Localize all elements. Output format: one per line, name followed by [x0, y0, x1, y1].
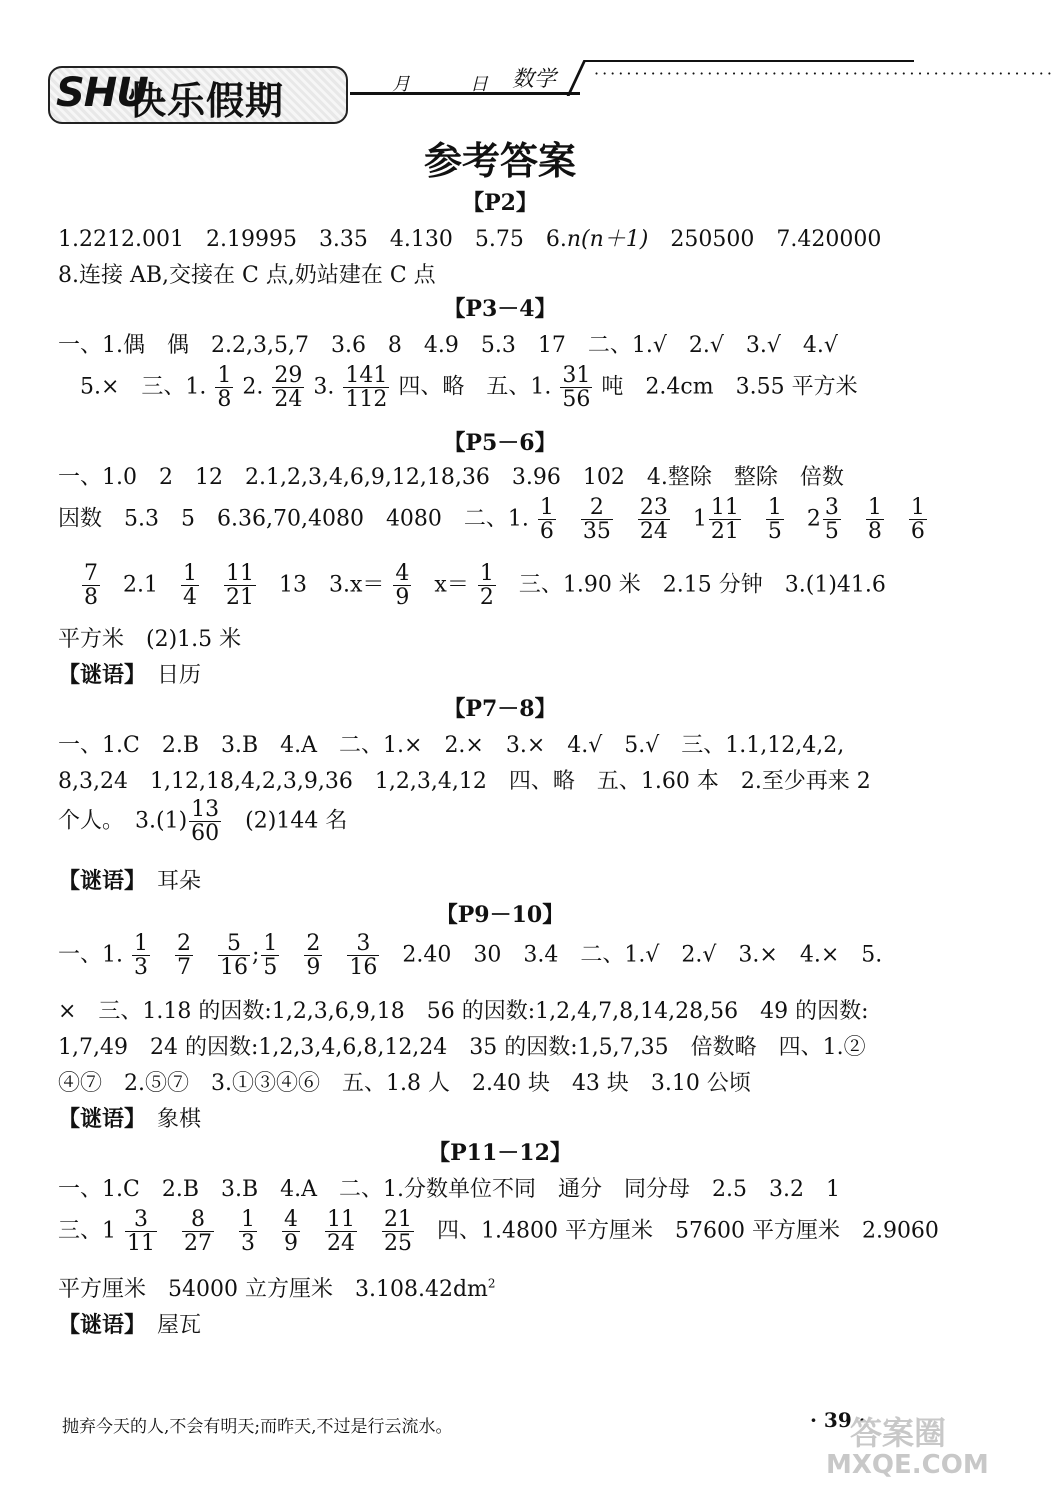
p910-line-4: ④⑦ 2.⑤⑦ 3.①③④⑥ 五、1.8 人 2.40 块 43 块 3.10 公顷	[58, 1071, 751, 1096]
fraction: $\frac{4}{9}$	[395, 561, 410, 611]
header-month: 月	[392, 74, 410, 95]
p34-line-1: 一、1.偶 偶 2.2,3,5,7 3.6 8 4.9 5.3 17 二、1.√ 2.√ 3.√ 4.√	[58, 333, 838, 358]
fraction: $\frac{7}{8}$	[84, 561, 98, 611]
fraction: $\frac{1}{3}$	[241, 1207, 255, 1257]
fraction: $\frac{1}{5}$	[767, 495, 782, 545]
fraction: $\frac{31}{56}$	[562, 363, 591, 413]
section-heading-p11-12: 【P11－12】	[428, 1140, 572, 1166]
section-heading-p7-8: 【P7－8】	[443, 696, 557, 722]
fraction: $\frac{2}{7}$	[177, 931, 191, 981]
fraction: $\frac{4}{9}$	[284, 1207, 298, 1257]
p1112-line-1: 一、1.C 2.B 3.B 4.A 二、1.分数单位不同 通分 同分母 2.5 3.2 1	[58, 1177, 840, 1202]
fraction: $\frac{11}{24}$	[327, 1207, 355, 1257]
page-number: · 39 ·	[810, 1408, 866, 1432]
fraction: $\frac{3}{5}$	[824, 495, 839, 545]
section-heading-p2: 【P2】	[462, 190, 538, 216]
fraction: $\frac{29}{24}$	[274, 363, 303, 413]
p2-line-2: 8.连接 AB,交接在 C 点,奶站建在 C 点	[58, 263, 436, 288]
fraction: $\frac{1}{4}$	[183, 561, 197, 611]
fraction: $\frac{3}{11}$	[127, 1207, 155, 1257]
header-slash	[567, 60, 587, 96]
page-title: 参考答案	[423, 139, 576, 183]
p56-line-3: $\frac{7}{8}$ 2.1 $\frac{1}{4}$ $\frac{11}{21}$ 13 3.x＝ $\frac{4}{9}$ x＝ $\frac{1}{2}$ 三、1.90 米 2.15 分钟 3.(1)41.6	[84, 561, 886, 611]
fraction: $\frac{2}{35}$	[582, 495, 611, 545]
fraction: $\frac{1}{6}$	[539, 495, 554, 545]
fraction: $\frac{3}{16}$	[349, 931, 378, 981]
fraction: $\frac{1}{5}$	[263, 931, 278, 981]
section-heading-p5-6: 【P5－6】	[443, 430, 557, 456]
fraction: $\frac{141}{112}$	[345, 363, 388, 413]
fraction: $\frac{11}{21}$	[226, 561, 254, 611]
p56-line-2: 因数 5.3 5 6.36,70,4080 4080 二、1. $\frac{1}{6}$ $\frac{2}{35}$ $\frac{23}{24}$ 1 $\frac{11}{21}$ $\frac{1}{5}$ 2 $\frac{3}{5}$ $\frac{1}{8}$ $\frac{1}{6}$	[58, 495, 925, 545]
fraction: $\frac{8}{27}$	[184, 1207, 212, 1257]
p1112-line-3: 平方厘米 54000 立方厘米 $3.108.42dm^2$	[58, 1276, 496, 1302]
p1112-riddle: 【谜语】 屋瓦	[58, 1313, 202, 1338]
fraction: $\frac{21}{25}$	[384, 1207, 412, 1257]
footer-quote: 抛弃今天的人,不会有明天;而昨天,不过是行云流水。	[62, 1417, 453, 1437]
watermark-logo: 答案圈	[850, 1414, 947, 1452]
fraction: $\frac{5}{16}$	[220, 931, 248, 981]
header-top-rule	[584, 60, 914, 62]
fraction: $\frac{23}{24}$	[639, 495, 668, 545]
fraction: $\frac{2}{9}$	[306, 931, 321, 981]
section-heading-p9-10: 【P9－10】	[435, 902, 565, 928]
fraction: $\frac{1}{3}$	[134, 931, 148, 981]
p910-line-3: 1,7,49 24 的因数:1,2,3,4,6,8,12,24 35 的因数:1,5,7,35 倍数略 四、1.②	[58, 1035, 866, 1060]
p56-line-1: 一、1.0 2 12 2.1,2,3,4,6,9,12,18,36 3.96 102 4.整除 整除 倍数	[58, 465, 844, 490]
fraction: $\frac{13}{60}$	[191, 797, 220, 847]
header-day: 日	[470, 74, 488, 95]
p78-line-3: 个人。 3.(1) $\frac{13}{60}$ (2)144 名	[58, 797, 348, 847]
p910-riddle: 【谜语】 象棋	[58, 1107, 202, 1132]
logo-latin-text: SHU	[56, 70, 148, 116]
p56-riddle: 【谜语】 日历	[58, 663, 202, 688]
header-dots: ·························································	[594, 64, 1055, 83]
fraction: $\frac{11}{21}$	[710, 495, 739, 545]
p2-line-1: 1.2212.001 2.19995 3.35 4.130 5.75 6.n(n＋1) 250500 7.420000	[58, 227, 882, 252]
p56-line-4: 平方米 (2)1.5 米	[58, 627, 242, 652]
header-subject: 数学	[512, 67, 557, 92]
p1112-line-2: 三、1 $\frac{3}{11}$ $\frac{8}{27}$ $\frac{1}{3}$ $\frac{4}{9}$ $\frac{11}{24}$ $\frac{21}{25}$ 四、1.4800 平方厘米 57600 平方厘米 2.9060	[58, 1207, 939, 1257]
logo-title: 快乐假期	[128, 79, 285, 123]
p34-line-2: 5.× 三、1. $\frac{1}{8}$ 2. $\frac{29}{24}$ 3. $\frac{141}{112}$ 四、略 五、1. $\frac{31}{56}$ 吨 2.4cm 3.55 平方米	[80, 363, 858, 413]
watermark-url: MXQE.COM	[826, 1450, 989, 1480]
p78-line-2: 8,3,24 1,12,18,4,2,3,9,36 1,2,3,4,12 四、略 五、1.60 本 2.至少再来 2	[58, 769, 871, 794]
p78-line-1: 一、1.C 2.B 3.B 4.A 二、1.× 2.× 3.× 4.√ 5.√ 三、1.1,12,4,2,	[58, 733, 845, 758]
fraction: $\frac{1}{6}$	[910, 495, 925, 545]
p910-line-2: × 三、1.18 的因数:1,2,3,6,9,18 56 的因数:1,2,4,7,8,14,28,56 49 的因数:	[58, 999, 869, 1024]
fraction: $\frac{1}{8}$	[867, 495, 882, 545]
section-heading-p3-4: 【P3－4】	[443, 296, 557, 322]
fraction: $\frac{1}{8}$	[217, 363, 232, 413]
p78-riddle: 【谜语】 耳朵	[58, 869, 202, 894]
fraction: $\frac{1}{2}$	[479, 561, 494, 611]
p910-line-1: 一、1. $\frac{1}{3}$ $\frac{2}{7}$ $\frac{5}{16}$ ; $\frac{1}{5}$ $\frac{2}{9}$ $\frac{3}{16}$ 2.40 30 3.4 二、1.√ 2.√ 3.× 4.× 5.	[58, 931, 883, 981]
